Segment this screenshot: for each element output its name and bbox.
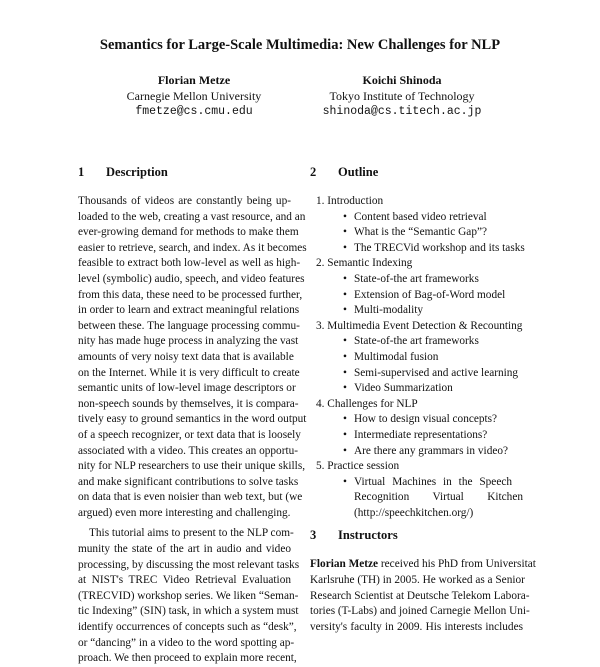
- author-affiliation: Carnegie Mellon University: [126, 88, 262, 103]
- outline-item: [310, 381, 523, 397]
- outline-item-continuation: Recognition Virtual Kitchen: [354, 491, 523, 504]
- text-line: associated with a video. This creates an opportu-: [78, 444, 299, 457]
- text-line: Karlsruhe (TH) in 2005. He worked as a Senior: [310, 574, 525, 587]
- outline-item-text: Multi-modality: [354, 304, 424, 317]
- section-number: 2: [310, 165, 317, 179]
- text-line: tic Indexing” (SIN) task, in which a system must: [78, 605, 299, 618]
- outline-item-text: Video Summarization: [354, 382, 453, 395]
- text-line: semantic units of low-level image descriptors or: [78, 382, 296, 395]
- paper-title: Semantics for Large-Scale Multimedia: New Challenges for NLP: [99, 37, 501, 53]
- outline-section: 3. Multimedia Event Detection & Recounting: [316, 319, 523, 332]
- text-line: munity the state of the art in audio and video: [78, 543, 291, 556]
- outline-item-text: What is the “Semantic Gap”?: [354, 226, 487, 239]
- section-heading-description: [78, 164, 291, 181]
- bullet-icon: •: [343, 272, 347, 285]
- text-line: amounts of very noisy text data that is available: [78, 350, 294, 363]
- outline-item-continuation: (http://speechkitchen.org/): [354, 506, 474, 519]
- outline-item: [310, 272, 523, 288]
- outline-item-text: How to design visual concepts?: [354, 413, 498, 426]
- outline-item-text: Are there any grammars in video?: [354, 444, 509, 457]
- outline-section: 4. Challenges for NLP: [316, 397, 418, 410]
- author-block: [292, 73, 512, 120]
- bullet-icon: •: [343, 444, 347, 457]
- bullet-icon: •: [343, 226, 347, 239]
- outline-item: [310, 412, 523, 428]
- outline-item: [310, 241, 523, 257]
- text-line: loaded to the web, creating a vast resource, and an: [78, 210, 306, 223]
- outline-item-text: Virtual Machines in the Speech: [354, 475, 512, 488]
- text-line: [310, 557, 536, 573]
- outline-item-text: State-of-the art frameworks: [354, 335, 479, 348]
- right-column: [310, 164, 536, 635]
- outline-item-text: Multimodal fusion: [354, 350, 439, 363]
- outline-item-text: The TRECVid workshop and its tasks: [354, 241, 525, 254]
- bullet-icon: •: [343, 304, 347, 317]
- text-line: non-speech sounds by themselves, it is compara-: [78, 397, 299, 410]
- text-line: on data that is even noisier than web text, but (we: [78, 491, 303, 504]
- text-line: argued) even more interesting and challenging.: [78, 506, 291, 519]
- text-line: at NIST's TREC Video Retrieval Evaluation: [78, 574, 291, 587]
- bullet-icon: •: [343, 210, 347, 223]
- outline-item-text: Extension of Bag-of-Word model: [354, 288, 506, 301]
- section-title: Description: [106, 165, 168, 179]
- outline-item: [310, 334, 523, 350]
- outline-item: [310, 444, 523, 460]
- section-heading-outline: [310, 164, 523, 181]
- text-line: feasible to extract both low-level as well as high-: [78, 257, 301, 270]
- outline-section: 2. Semantic Indexing: [316, 257, 413, 270]
- outline-item-text: State-of-the art frameworks: [354, 272, 479, 285]
- outline-item: [310, 428, 523, 444]
- bullet-icon: •: [343, 335, 347, 348]
- section-heading-instructors: [310, 527, 523, 544]
- text-line: of a speech recognizer, or text data that is loosely: [78, 428, 301, 441]
- instructor-name: Florian Metze: [310, 558, 379, 571]
- section-title: Instructors: [338, 528, 398, 543]
- author-email: fmetze@cs.cmu.edu: [135, 105, 253, 118]
- author-name: Florian Metze: [157, 73, 231, 87]
- author-affiliation: Tokyo Institute of Technology: [329, 88, 475, 103]
- bullet-icon: •: [343, 413, 347, 426]
- paragraph: [78, 526, 300, 666]
- text-line: nity has made huge process in analyzing the vast: [78, 335, 299, 348]
- outline-item: [310, 350, 523, 366]
- text-line: level (symbolic) audio, speech, and video features: [78, 272, 305, 285]
- left-column: [78, 164, 307, 667]
- text-line: proach. We then proceed to explain more recent,: [78, 652, 297, 665]
- outline-section: 5. Practice session: [316, 460, 400, 473]
- outline-item: [310, 225, 523, 241]
- text-span: received his PhD from Universitat: [378, 558, 536, 571]
- author-block: [84, 73, 304, 120]
- text-line: Thousands of videos are constantly being up-: [78, 195, 291, 207]
- section-title: Outline: [338, 165, 379, 179]
- text-line: in order to learn and extract meaningful relations: [78, 304, 300, 317]
- text-line: tories (T-Labs) and joined Carnegie Mellon Uni-: [310, 605, 530, 618]
- outline-item: [310, 288, 523, 304]
- bullet-icon: •: [343, 288, 347, 301]
- text-line: ever-growing demand for methods to make them: [78, 226, 299, 239]
- outline-item: [310, 366, 523, 382]
- text-line: tively easy to ground semantics in the word output: [78, 413, 307, 426]
- text-line: from this data, these need to be processed further,: [78, 288, 303, 301]
- paragraph: [310, 557, 536, 635]
- outline-item: [310, 210, 523, 226]
- paragraph: [78, 194, 307, 521]
- bullet-icon: •: [343, 475, 347, 488]
- text-line: or “dancing” in a video to the word spotting ap-: [78, 636, 295, 649]
- text-line: versity's faculty in 2009. His interests includes: [310, 620, 523, 633]
- bullet-icon: •: [343, 241, 347, 254]
- text-line: on the Internet. While it is very difficult to create: [78, 366, 300, 379]
- bullet-icon: •: [343, 366, 347, 379]
- text-line: processing, by discussing the most relevant tasks: [78, 558, 300, 571]
- outline-item: [310, 303, 523, 319]
- text-line: and make significant contributions to solve tasks: [78, 475, 299, 488]
- outline-item-text: Semi-supervised and active learning: [354, 366, 519, 379]
- author-name: Koichi Shinoda: [362, 73, 442, 87]
- section-number: 3: [310, 528, 317, 543]
- outline-list: [310, 194, 523, 521]
- text-line: identify occurrences of concepts such as “desk”,: [78, 621, 297, 634]
- bullet-icon: •: [343, 382, 347, 395]
- author-email: shinoda@cs.titech.ac.jp: [322, 105, 482, 118]
- text-line: This tutorial aims to present to the NLP com-: [89, 527, 294, 540]
- section-number: 1: [78, 165, 85, 179]
- text-line: easier to retrieve, search, and index. As it becomes: [78, 241, 307, 254]
- text-line: between these. The language processing commu-: [78, 319, 300, 332]
- text-line: Research Scientist at Deutsche Telekom Labora-: [310, 589, 530, 602]
- outline-section: 1. Introduction: [316, 195, 384, 207]
- outline-item: [310, 475, 523, 491]
- bullet-icon: •: [343, 428, 347, 441]
- bullet-icon: •: [343, 350, 347, 363]
- text-line: nity for NLP researchers to use their unique skills,: [78, 460, 306, 473]
- text-line: (TRECVID) workshop series. We liken “Seman-: [78, 589, 299, 602]
- outline-item-text: Intermediate representations?: [354, 428, 488, 441]
- outline-item-text: Content based video retrieval: [354, 210, 487, 223]
